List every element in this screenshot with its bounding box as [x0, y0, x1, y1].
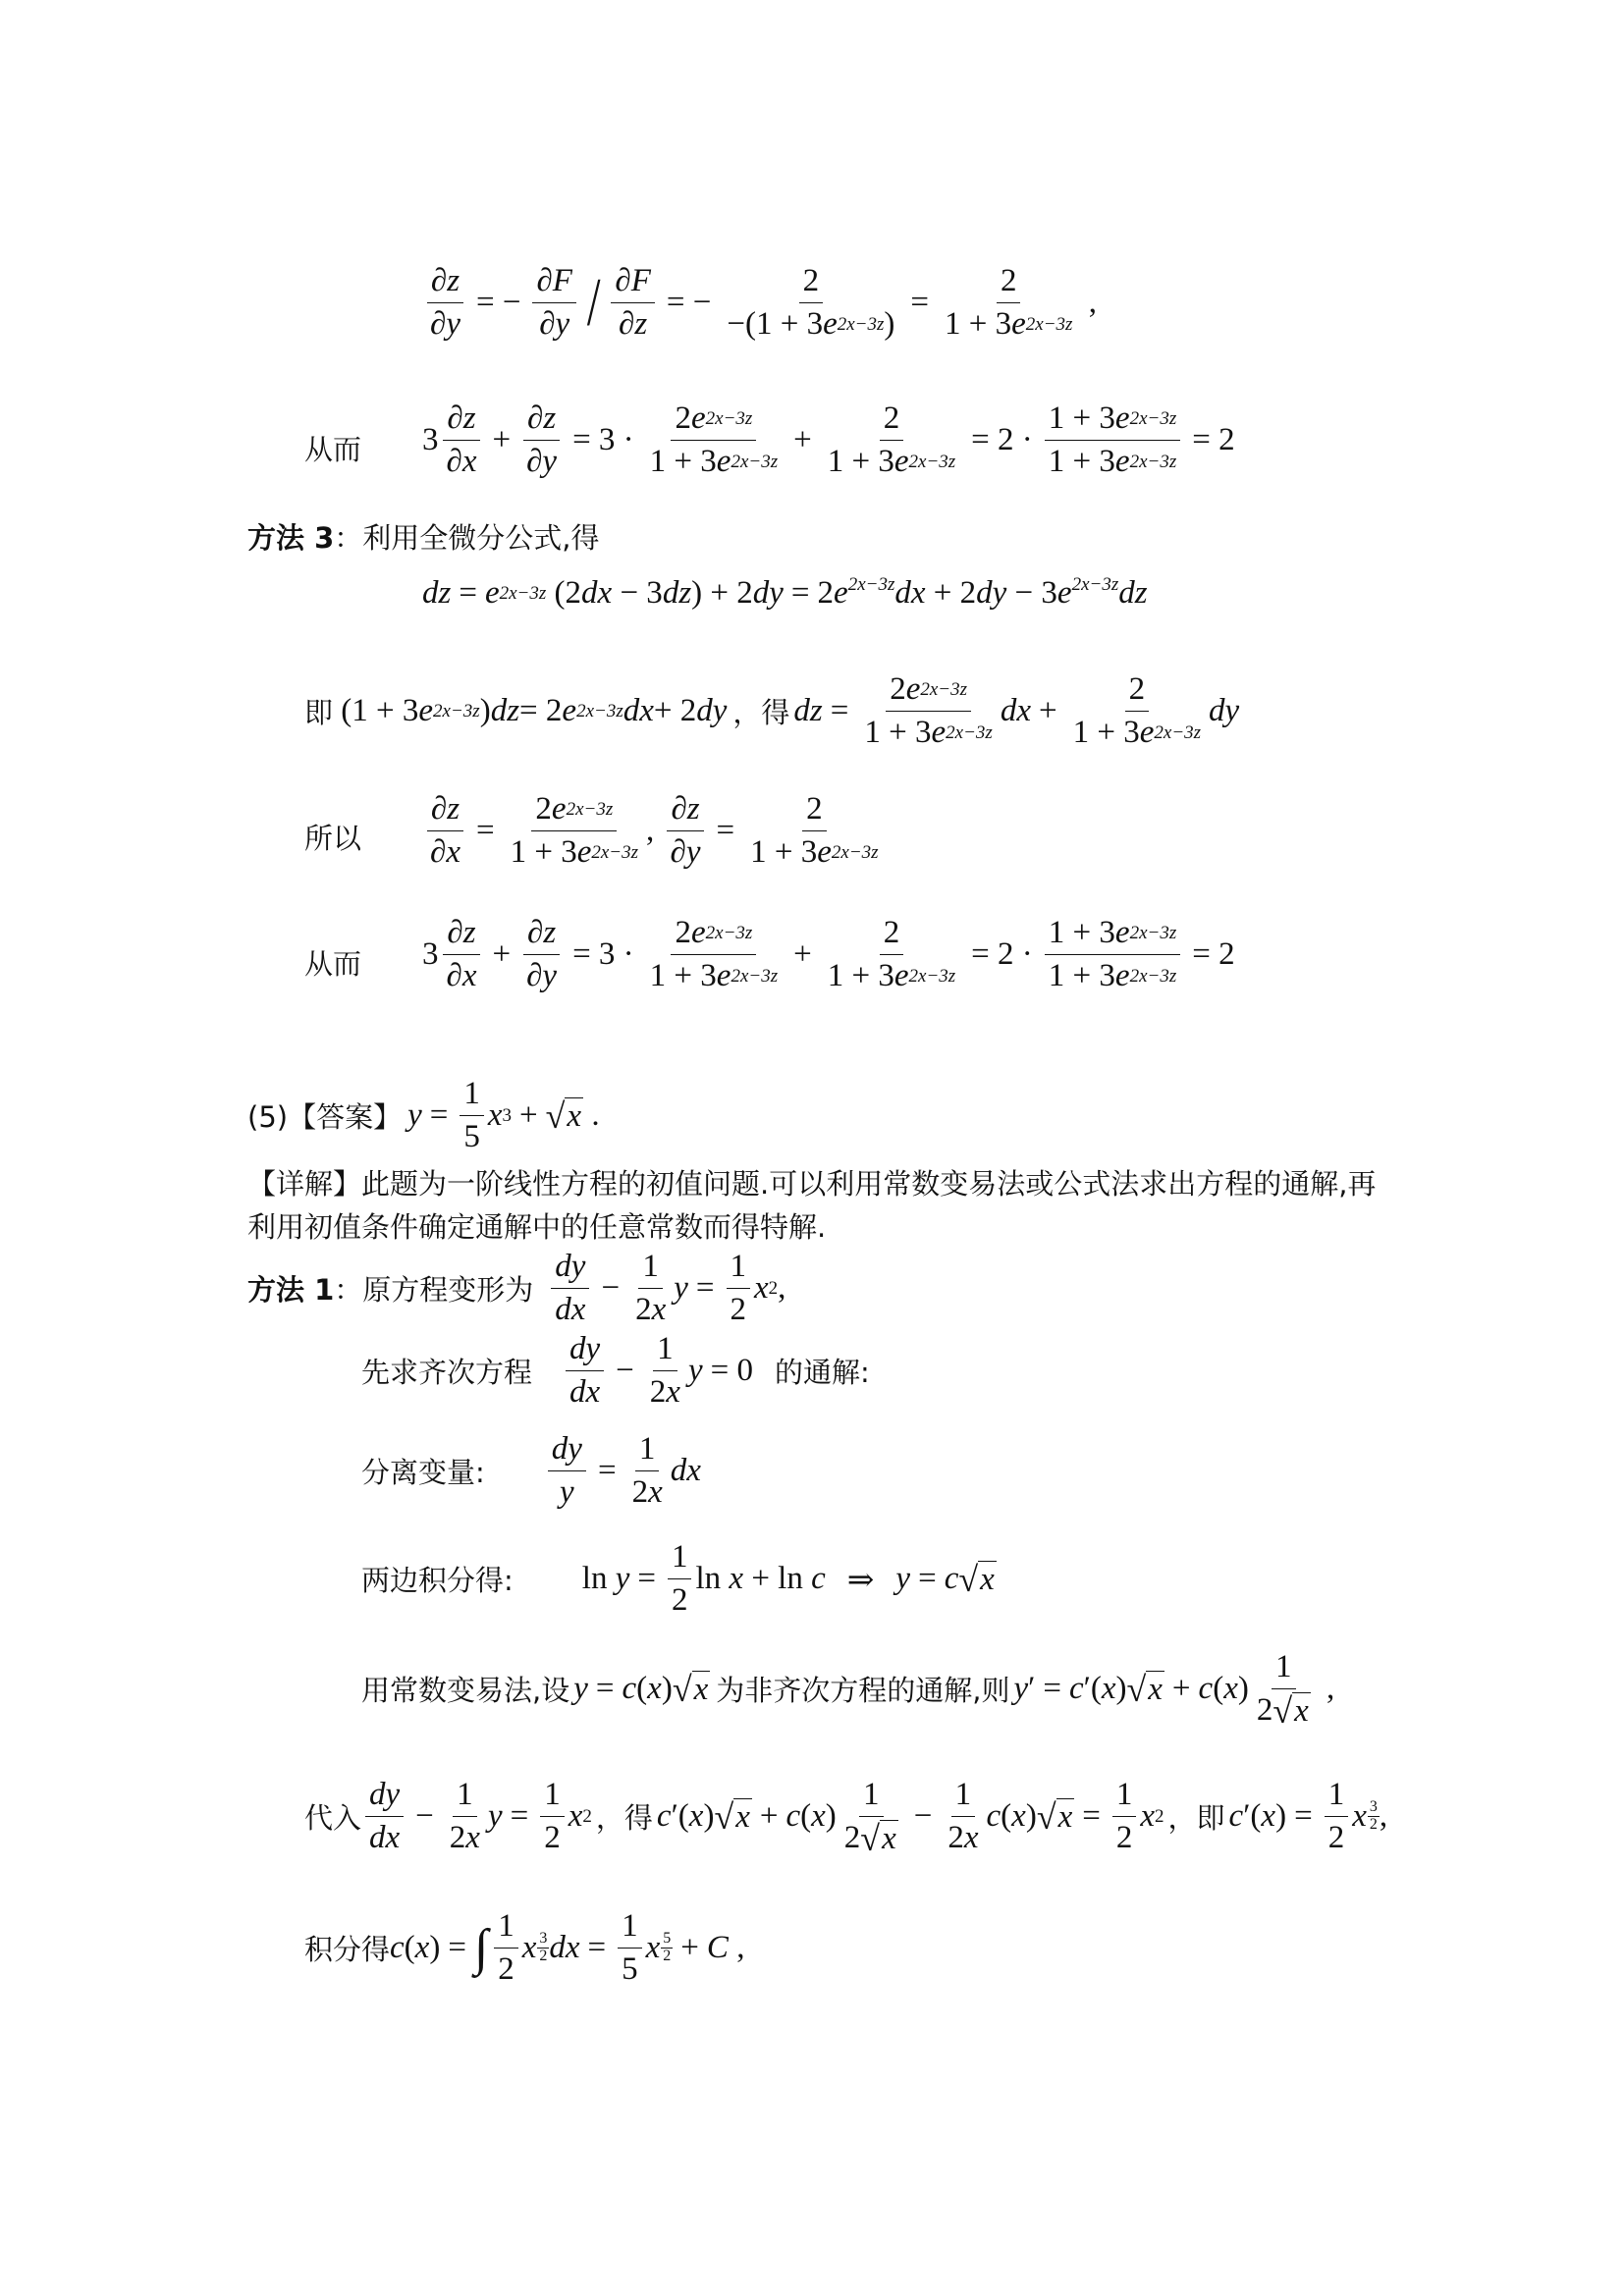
detail-line-2: 利用初值条件确定通解中的任意常数而得特解.: [247, 1210, 827, 1244]
equation-partials: ∂ z ∂ x = 2 e 2x−3z 1 + 3 e 2x−3z , ∂ z ∂ y = 2 1 + 3 e 2x−3z: [422, 791, 887, 871]
detongjie-label: 的通解:: [774, 1356, 870, 1389]
yongchang-a-label: 用常数变易法,设: [361, 1674, 570, 1708]
equation-sum-1: 3 ∂ z ∂ x + ∂ z ∂ y = 3 · 2 e 2x−3z 1 + 3 e 2x−3z + 2 1 + 3 e 2x−3z = 2 · 1 + 3 e 2x−3z 1 + 3 e 2x−3z = 2: [422, 400, 1235, 479]
detail-line-1: 【详解】此题为一阶线性方程的初值问题.可以利用常数变易法或公式法求出方程的通解,再: [247, 1167, 1377, 1201]
ji2-label: ，即: [1167, 1801, 1225, 1836]
equation-dz-dy-1: ∂ z ∂ y = − ∂ F ∂ y / ∂ F ∂ z = − 2 −(1 + 3 e 2x−3z ) = 2 1 + 3 e 2x−3z ,: [422, 263, 1097, 343]
equation-total-differential: dz = e 2x−3z (2dx − 3dz) + 2dy = $2e^{2x-3z}dx + 2dy - 3e^{2x-3z}dz$: [422, 574, 1148, 611]
variation-line: 用常数变易法,设 y = c ( x ) √ x 为非齐次方程的通解,则 y ′ = c ′( x ) √ x + c ( x ) 1 2 √ x ,: [361, 1649, 1335, 1732]
congeer-label-2: 从而: [304, 947, 362, 981]
substitute-line: 代入 $\frac{dy}{dx}$ − 1 2 x y = $\frac{1}{2}$ x 2 ，得 c ′( x ) √ x + c ( x ) 1 2 √ x − 1 2 x c ( x ) √ x = $\frac{1}{2}$ x 2 ，即 c ′( x ) = $\frac{1}{2}$ x 3 2 ,: [304, 1777, 1388, 1859]
answer-line: (5)【答案】 y = $\frac{1}{5}$ x 3 + √ x .: [247, 1076, 600, 1154]
separation-line: 分离变量: $\frac{dy}{y}$ = 1 2 x dx: [361, 1431, 701, 1510]
method1-line: 方法 1：原方程变形为 $\frac{dy}{dx}$ − 1 2 x y = $\frac{1}{2}$ x 2 ,: [247, 1249, 786, 1327]
method1-text: ：原方程变形为: [334, 1273, 534, 1307]
ji-label: 即: [304, 696, 334, 729]
equation-dz-solved: 即 (1 + 3 e 2x−3z ) dz = 2 e 2x−3z dx + 2 dy ，得 dz = 2 e 2x−3z 1 + 3 e 2x−3z dx + 2 1 + 3 e 2x−3z dy: [304, 671, 1240, 750]
answer-label: (5)【答案】: [247, 1100, 403, 1134]
method3-label: 方法 3: [247, 521, 335, 555]
de2-label: ，得: [595, 1801, 653, 1836]
suoyi-label: 所以: [304, 822, 362, 855]
liangbian-label: 两边积分得:: [361, 1564, 514, 1597]
method3-heading: [247, 516, 600, 557]
homogeneous-line: 先求齐次方程 $\frac{dy}{dx}$ − 1 2 x y = 0 的通解:: [361, 1331, 870, 1410]
fenli-label: 分离变量:: [361, 1456, 485, 1489]
equation-sum-2: 3 ∂ z ∂ x + ∂ z ∂ y = 3 · 2 e 2x−3z 1 + 3 e 2x−3z + 2 1 + 3 e 2x−3z = 2 · 1 + 3 e 2x−3z 1 + 3 e 2x−3z = 2: [422, 915, 1235, 993]
congeer-label-1: 从而: [304, 433, 362, 466]
integrate-c-line: 积分得 c ( x ) = ∫ $\frac{1}{2}$ x 3 2 dx = $\frac{1}{5}$ x 5 2 + C ,: [304, 1908, 745, 1987]
method3-text: ：利用全微分公式,得: [334, 521, 600, 555]
jifende-label: 积分得: [304, 1933, 391, 1966]
yongchang-b-label: 为非齐次方程的通解,则: [716, 1674, 1010, 1708]
xianqiu-label: 先求齐次方程: [361, 1356, 533, 1389]
integration-line: 两边积分得: ln y = $\frac{1}{2}$ ln x + ln c ⇒ y = c √ x: [361, 1539, 995, 1618]
method1-label: 方法 1: [247, 1273, 335, 1307]
de-label: ，得: [732, 696, 790, 729]
dairu-label: 代入: [304, 1801, 362, 1836]
